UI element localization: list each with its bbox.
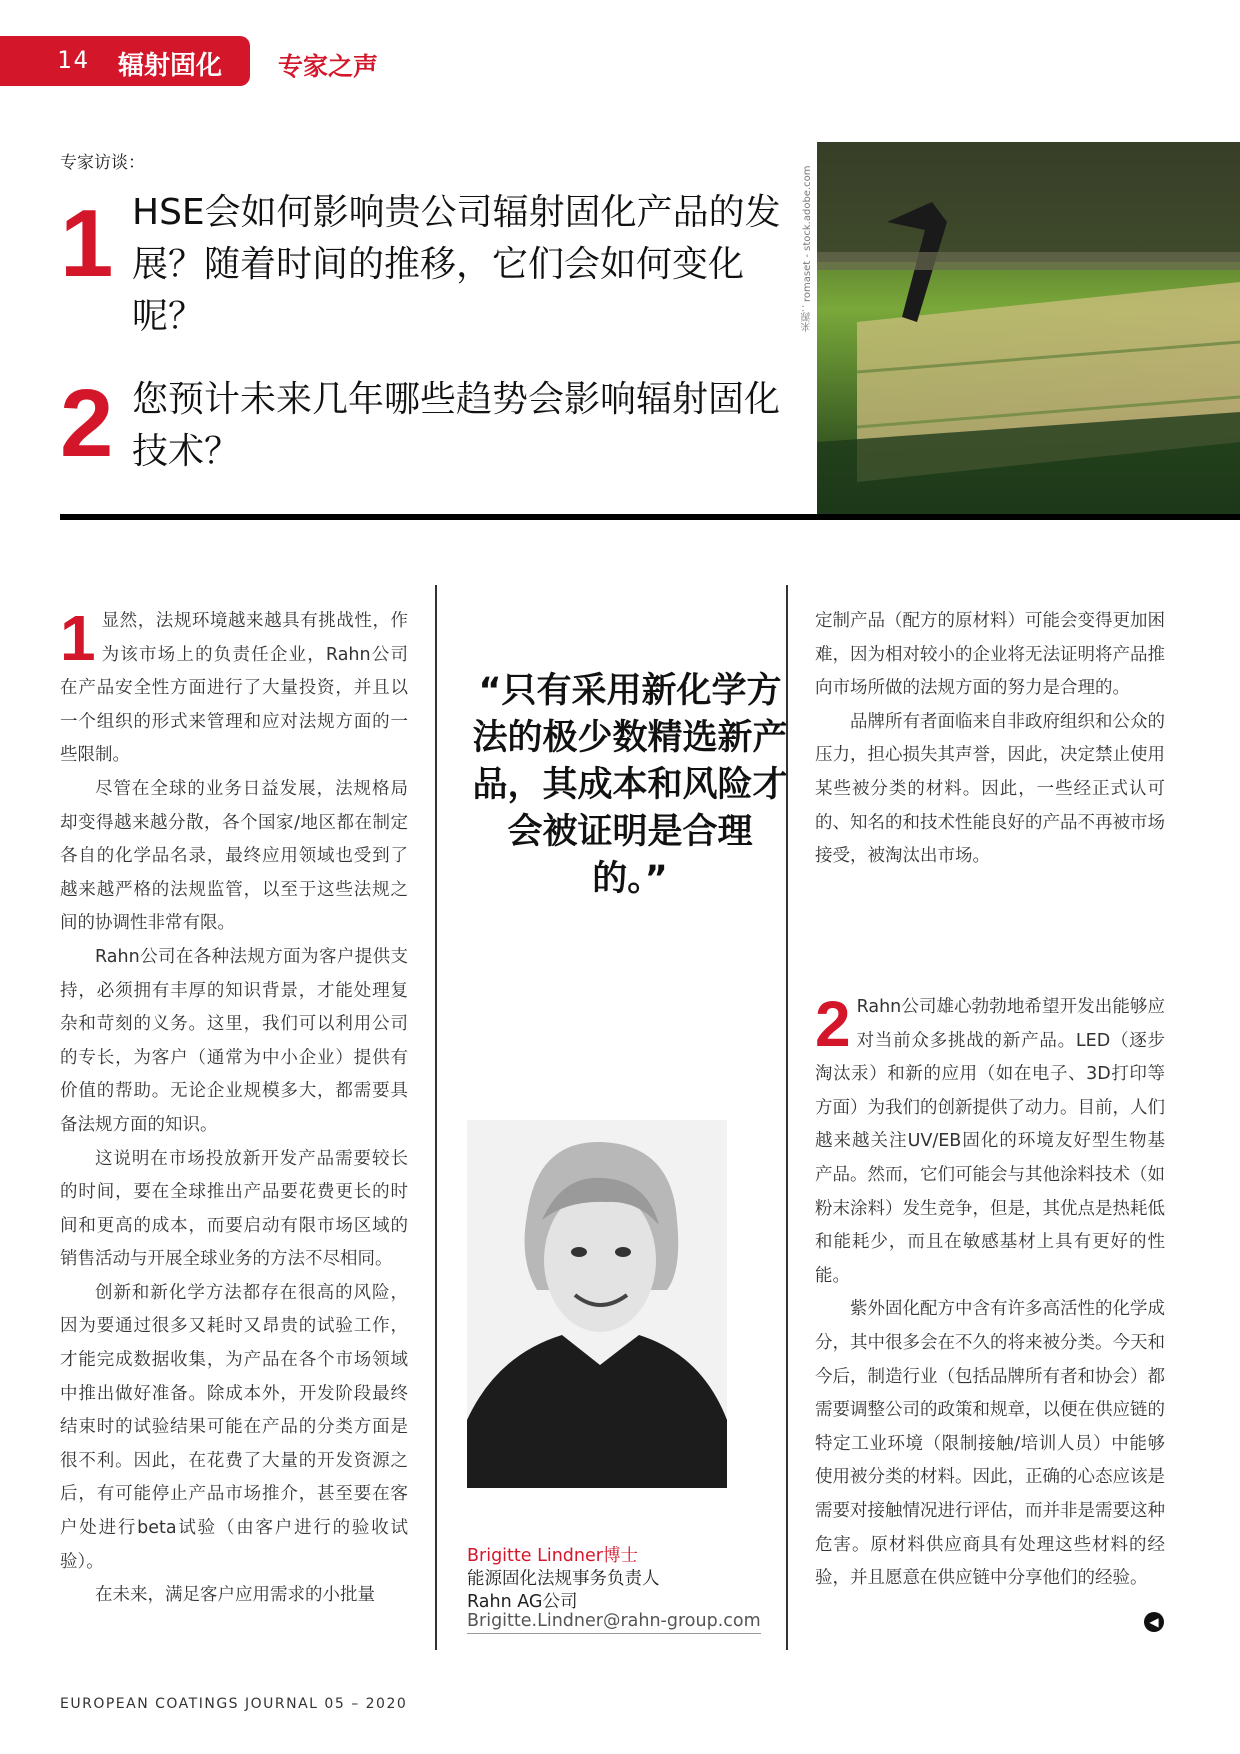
section-rule bbox=[60, 514, 1240, 520]
answer-1-continued-paragraph: 定制产品（配方的原材料）可能会变得更加困难，因为相对较小的企业将无法证明将产品推向市场所做的法规方面的努力是合理的。 bbox=[815, 611, 1165, 699]
answer-2-paragraph: Rahn公司雄心勃勃地希望开发出能够应对当前众多挑战的新产品。LED（逐步淘汰汞）和新的应用（如在电子、3D打印等方面）为我们的创新提供了动力。目前，人们越来越关注UV/EB固化的环境友好型生物基产品。然而，它们可能会与其他涂料技术（如粉末涂料）发生竞争，但是，其优点是热耗低和能耗少，而且在敏感基材上具有更好的性能。 bbox=[815, 997, 1165, 1286]
caption-title: 能源固化法规事务负责人 bbox=[467, 1569, 660, 1589]
question-2-text: 您预计未来几年哪些趋势会影响辐射固化技术？ bbox=[132, 379, 781, 472]
end-of-article-icon: ◀ bbox=[1144, 1612, 1164, 1632]
caption-name: Brigitte Lindner博士 bbox=[467, 1546, 638, 1566]
answer-2-column bbox=[815, 988, 1165, 1596]
question-1-text: HSE会如何影响贵公司辐射固化产品的发展？随着时间的推移，它们会如何变化呢？ bbox=[132, 192, 781, 337]
hero-photo bbox=[817, 142, 1240, 514]
column-divider-left bbox=[435, 585, 437, 1650]
caption-email: Brigitte.Lindner@rahn-group.com bbox=[467, 1611, 761, 1634]
answer-1-paragraph: 这说明在市场投放新开发产品需要较长的时间，要在全球推出产品要花费更长的时间和更高的成本，而要启动有限市场区域的销售活动与开展全球业务的方法不尽相同。 bbox=[60, 1148, 408, 1270]
footer-journal: EUROPEAN COATINGS JOURNAL 05 – 2020 bbox=[60, 1696, 408, 1712]
answer-1-paragraph: Rahn公司在各种法规方面为客户提供支持，必须拥有丰厚的知识背景，才能处理复杂和苛刻的义务。这里，我们可以利用公司的专长，为客户（通常为中小企业）提供有价值的帮助。无论企业规模多大，都需要具备法规方面的知识。 bbox=[60, 946, 408, 1135]
portrait-photo bbox=[467, 1120, 727, 1488]
answer-1-number: 1 bbox=[60, 602, 96, 674]
answer-1-continued-column bbox=[815, 605, 1165, 874]
answer-1-paragraph: 创新和新化学方法都存在很高的风险，因为要通过很多又耗时又昂贵的试验工作，才能完成数据收集，为产品在各个市场领域中推出做好准备。除成本外，开发阶段最终结束时的试验结果可能在产品的分类方面是很不利。因此，在花费了大量的开发资源之后，有可能停止产品市场推介，甚至要在客户处进行beta试验（由客户进行的验收试验）。 bbox=[60, 1282, 408, 1572]
answer-1-column bbox=[60, 602, 408, 1613]
section-title: 辐射固化 bbox=[118, 51, 223, 81]
pull-quote: “只有采用新化学方法的极少数精选新产品，其成本和风险才会被证明是合理的。” bbox=[472, 671, 788, 899]
photo-credit: 来源：romaset - stock.adobe.com bbox=[802, 165, 813, 332]
answer-1-paragraph: 显然，法规环境越来越具有挑战性，作为该市场上的负责任企业，Rahn公司在产品安全性方面进行了大量投资，并且以一个组织的形式来管理和应对法规方面的一些限制。 bbox=[60, 611, 408, 766]
page-number: 14 bbox=[57, 46, 90, 74]
caption-company: Rahn AG公司 bbox=[467, 1592, 578, 1612]
answer-2-paragraph: 紫外固化配方中含有许多高活性的化学成分，其中很多会在不久的将来被分类。今天和今后，制造行业（包括品牌所有者和协会）都需要调整公司的政策和规章，以便在供应链的特定工业环境（限制接触/培训人员）中能够使用被分类的材料。因此，正确的心态应该是需要对接触情况进行评估，而并非是需要这种危害。原材料供应商具有处理这些材料的经验，并且愿意在供应链中分享他们的经验。 bbox=[815, 1299, 1165, 1589]
sub-section-title: 专家之声 bbox=[278, 52, 379, 81]
answer-1-paragraph: 在未来，满足客户应用需求的小批量 bbox=[95, 1585, 375, 1606]
interview-label: 专家访谈： bbox=[60, 153, 145, 173]
question-1-number: 1 bbox=[60, 190, 114, 297]
answer-2-number: 2 bbox=[815, 988, 851, 1060]
question-2-number: 2 bbox=[60, 370, 114, 477]
answer-1-continued-paragraph: 品牌所有者面临来自非政府组织和公众的压力，担心损失其声誉，因此，决定禁止使用某些被分类的材料。因此，一些经正式认可的、知名的和技术性能良好的产品不再被市场接受，被淘汰出市场。 bbox=[815, 711, 1165, 867]
answer-1-paragraph: 尽管在全球的业务日益发展，法规格局却变得越来越分散，各个国家/地区都在制定各自的化学品名录，最终应用领域也受到了越来越严格的法规监管，以至于这些法规之间的协调性非常有限。 bbox=[60, 778, 408, 934]
